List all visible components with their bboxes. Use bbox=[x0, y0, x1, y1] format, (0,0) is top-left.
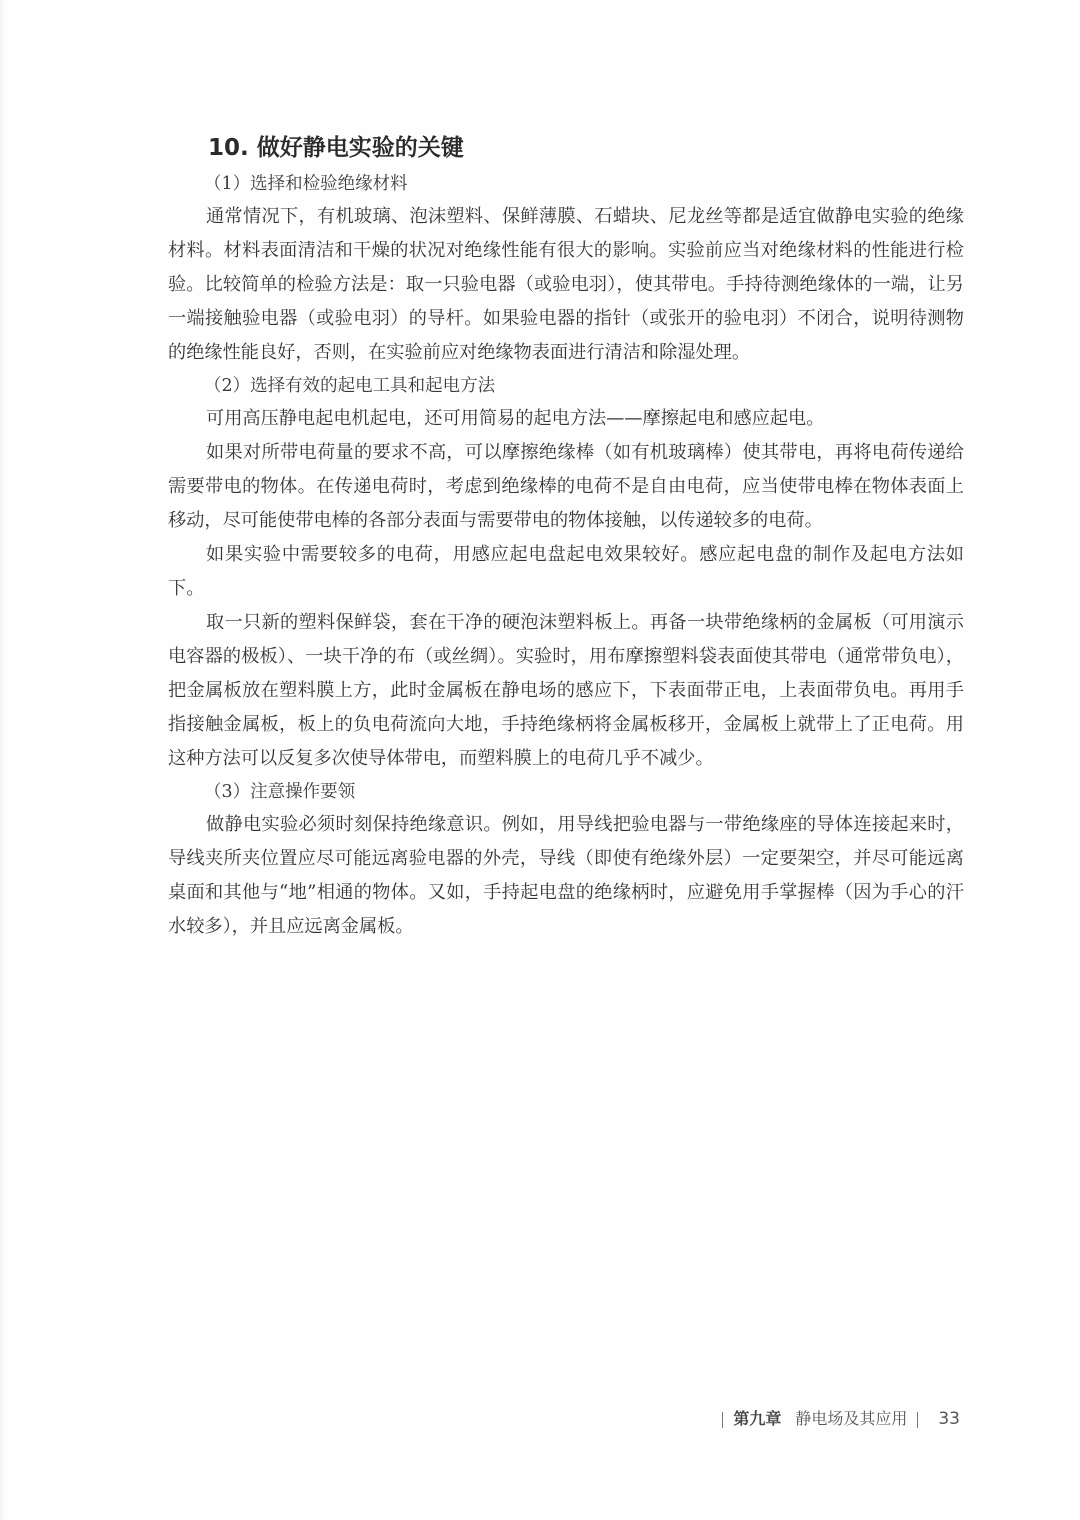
subsection-heading: （2）选择有效的起电工具和起电方法 bbox=[204, 376, 496, 396]
footer-chapter: 第九章 bbox=[733, 1409, 782, 1428]
subsection-1 bbox=[168, 168, 964, 370]
page-edge-shadow bbox=[0, 0, 6, 1520]
paragraph: 通常情况下，有机玻璃、泡沫塑料、保鲜薄膜、石蜡块、尼龙丝等都是适宜做静电实验的绝缘材料。材料表面清洁和干燥的状况对绝缘性能有很大的影响。实验前应当对绝缘材料的性能进行检验。比较简单的检验方法是：取一只验电器（或验电羽），使其带电。手持待测绝缘体的一端，让另一端接触验电器（或验电羽）的导杆。如果验电器的指针（或张开的验电羽）不闭合，说明待测物的绝缘性能良好，否则，在实验前应对绝缘物表面进行清洁和除湿处理。 bbox=[168, 206, 964, 363]
subsection-2 bbox=[168, 370, 964, 776]
subsection-heading: （1）选择和检验绝缘材料 bbox=[204, 174, 408, 194]
page-footer bbox=[712, 1404, 960, 1434]
main-content bbox=[168, 128, 964, 944]
footer-chapter-title: 静电场及其应用 bbox=[795, 1409, 908, 1428]
paragraph: 取一只新的塑料保鲜袋，套在干净的硬泡沫塑料板上。再备一块带绝缘柄的金属板（可用演示电容器的极板）、一块干净的布（或丝绸）。实验时，用布摩擦塑料袋表面使其带电（通常带负电），把金属板放在塑料膜上方，此时金属板在静电场的感应下，下表面带正电，上表面带负电。再用手指接触金属板，板上的负电荷流向大地，手持绝缘柄将金属板移开，金属板上就带上了正电荷。用这种方法可以反复多次使导体带电，而塑料膜上的电荷几乎不减少。 bbox=[168, 612, 964, 769]
subsection-3 bbox=[168, 776, 964, 944]
footer-divider bbox=[917, 1412, 918, 1428]
footer-divider bbox=[722, 1412, 723, 1428]
paragraph: 可用高压静电起电机起电，还可用简易的起电方法——摩擦起电和感应起电。 bbox=[206, 408, 825, 429]
paragraph: 做静电实验必须时刻保持绝缘意识。例如，用导线把验电器与一带绝缘座的导体连接起来时，导线夹所夹位置应尽可能远离验电器的外壳，导线（即使有绝缘外层）一定要架空，并尽可能远离桌面和其他与“地”相通的物体。又如，手持起电盘的绝缘柄时，应避免用手掌握棒（因为手心的汗水较多），并且应远离金属板。 bbox=[168, 814, 964, 937]
paragraph: 如果实验中需要较多的电荷，用感应起电盘起电效果较好。感应起电盘的制作及起电方法如下。 bbox=[168, 544, 964, 599]
page-number: 33 bbox=[938, 1409, 960, 1429]
paragraph: 如果对所带电荷量的要求不高，可以摩擦绝缘棒（如有机玻璃棒）使其带电，再将电荷传递给需要带电的物体。在传递电荷时，考虑到绝缘棒的电荷不是自由电荷，应当使带电棒在物体表面上移动，尽可能使带电棒的各部分表面与需要带电的物体接触，以传递较多的电荷。 bbox=[168, 442, 964, 531]
section-title: 10. 做好静电实验的关键 bbox=[208, 135, 464, 161]
subsection-heading: （3）注意操作要领 bbox=[204, 782, 356, 802]
